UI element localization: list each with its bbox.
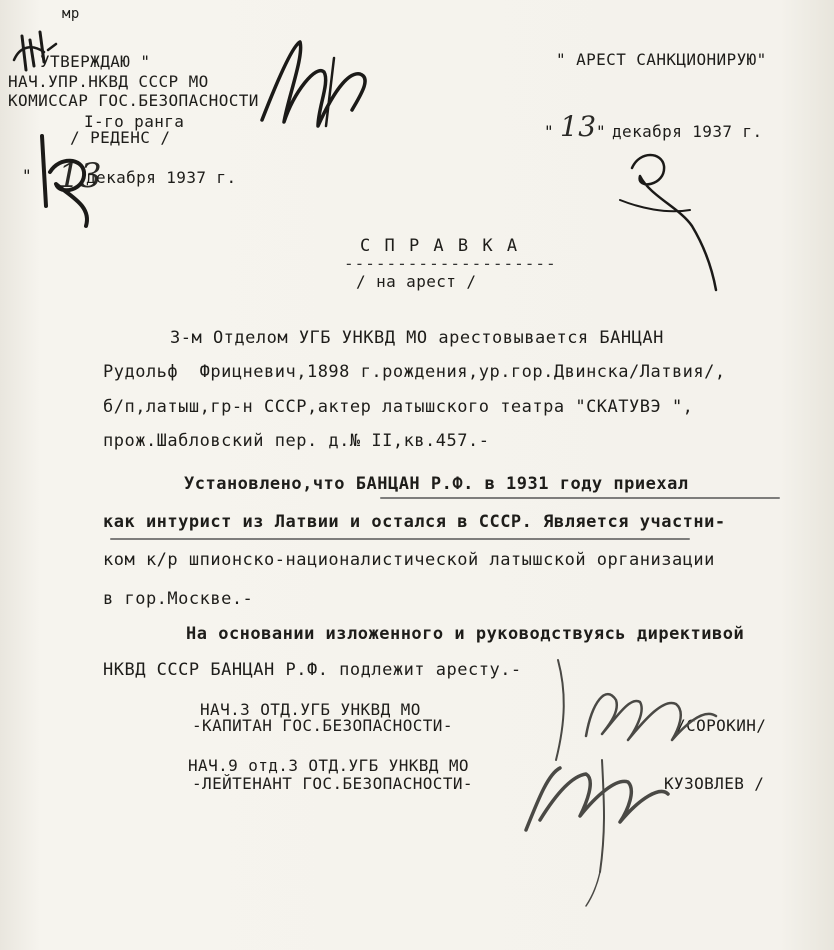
body-line: ком к/р шпионско-националистической латышской организации: [103, 550, 715, 570]
signatory1-position: НАЧ.3 ОТД.УГБ УНКВД МО: [200, 700, 421, 719]
sanction-date-quote-close: ": [596, 122, 607, 141]
signatory2-name: КУЗОВЛЕВ /: [664, 774, 765, 793]
document-title: С П Р А В К А: [360, 236, 520, 256]
signatory1-name: /СОРОКИН/: [676, 716, 767, 735]
title-dashed-rule: --------------------: [344, 254, 557, 273]
body-line: НКВД СССР БАНЦАН Р.Ф. подлежит аресту.-: [103, 660, 522, 680]
approver-rank: I-го ранга: [84, 112, 185, 131]
sanction-label: " АРЕСТ САНКЦИОНИРУЮ": [556, 50, 767, 69]
document-subtitle: / на арест /: [356, 272, 477, 291]
approval-date-quote: ": [22, 166, 33, 185]
sanction-date-quote-open: ": [544, 122, 555, 141]
approval-date-rest: декабря 1937 г.: [86, 168, 237, 187]
approver-position-line2: КОМИССАР ГОС.БЕЗОПАСНОСТИ: [8, 91, 259, 110]
body-line: Рудольф Фрицневич,1898 г.рождения,ур.гор.Двинска/Латвия/,: [103, 362, 726, 382]
initials-mark: мр: [62, 6, 80, 22]
signatory2-position: НАЧ.9 отд.3 ОТД.УГБ УНКВД МО: [188, 756, 469, 775]
approver-name: РЕДЕНС: [90, 128, 151, 147]
body-line: б/п,латыш,гр-н СССР,актер латышского театра "СКАТУВЭ ",: [103, 397, 694, 417]
approve-label: УТВЕРЖДАЮ ": [40, 52, 151, 71]
body-line: На основании изложенного и руководствуясь директивой: [186, 624, 745, 644]
body-line: 3-м Отделом УГБ УНКВД МО арестовывается БАНЦАН: [170, 328, 664, 348]
sanction-date-day: 13: [560, 110, 597, 143]
signatory1-rank: -КАПИТАН ГОС.БЕЗОПАСНОСТИ-: [192, 716, 453, 735]
body-line: Установлено,что БАНЦАН Р.Ф. в 1931 году приехал: [184, 474, 689, 494]
body-line: в гор.Москве.-: [103, 589, 254, 609]
approver-name-line: / РЕДЕНС /: [70, 128, 171, 147]
body-line: как интурист из Латвии и остался в СССР. Является участни-: [103, 512, 726, 532]
approver-position-line1: НАЧ.УПР.НКВД СССР МО: [8, 72, 209, 91]
signatory2-rank: -ЛЕЙТЕНАНТ ГОС.БЕЗОПАСНОСТИ-: [192, 774, 473, 793]
approval-date-day: 13: [58, 156, 103, 196]
sanction-date-rest: декабря 1937 г.: [612, 122, 763, 141]
body-line: прож.Шабловский пер. д.№ II,кв.457.-: [103, 431, 490, 451]
